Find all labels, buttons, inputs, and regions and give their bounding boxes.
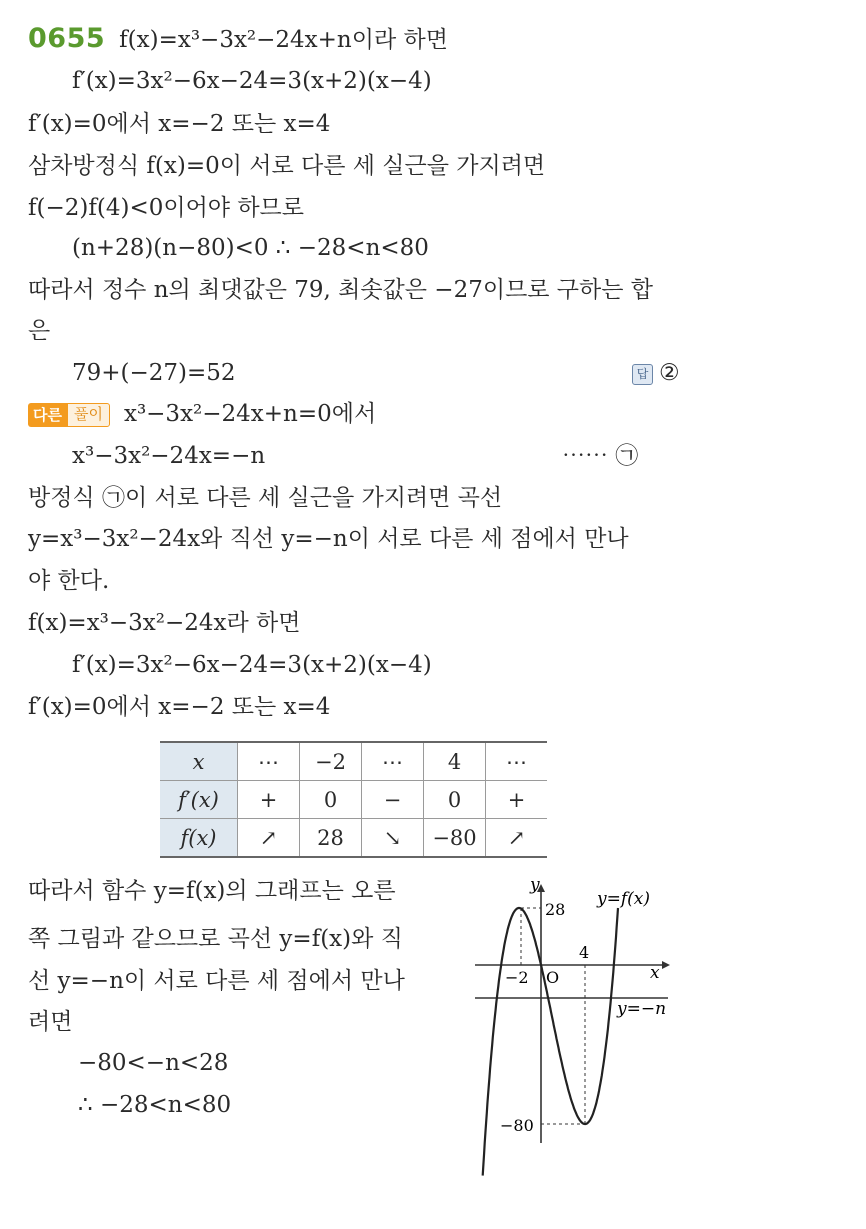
table-cell: 0 (424, 781, 486, 819)
text: x³−3x²−24x=−n (72, 443, 266, 469)
tag-label: 다른 (28, 403, 67, 427)
text: 삼차방정식 f(x)=0이 서로 다른 세 실근을 가지려면 (28, 153, 546, 179)
text: 은 (28, 318, 51, 344)
curve-label: y=f(x) (597, 889, 650, 909)
line-label: y=−n (617, 999, 667, 1019)
text: −80<−n<28 (78, 1050, 229, 1076)
max-value-label: 28 (545, 900, 566, 919)
text: f′(x)=3x²−6x−24=3(x+2)(x−4) (72, 652, 432, 678)
problem-number: 0655 (28, 23, 106, 54)
text: 야 한다. (28, 568, 110, 594)
tag-label: 풀이 (67, 403, 110, 427)
table-cell: 28 (300, 819, 362, 858)
text: f′(x)=0에서 x=−2 또는 x=4 (28, 111, 331, 137)
text: ⋯⋯ ㉠ (562, 443, 639, 469)
min-value-label: −80 (500, 1116, 534, 1135)
table-cell: − (362, 781, 424, 819)
table-cell: ↘ (362, 819, 424, 858)
answer-badge: 답 (632, 364, 653, 385)
text: f(x)=x³−3x²−24x+n이라 하면 (119, 27, 448, 53)
table-header-cell: x (160, 742, 238, 781)
text: 려면 (28, 1009, 73, 1035)
text: 따라서 함수 y=f(x)의 그래프는 오른 (28, 878, 396, 904)
x-axis-label: x (650, 963, 660, 983)
table-cell: ⋯ (486, 742, 548, 781)
table-cell: ⋯ (238, 742, 300, 781)
text: f(−2)f(4)<0이어야 하므로 (28, 195, 304, 221)
table-cell: 0 (300, 781, 362, 819)
table-cell: + (486, 781, 548, 819)
text: (n+28)(n−80)<0 ∴ −28<n<80 (72, 235, 429, 261)
text: f′(x)=3x²−6x−24=3(x+2)(x−4) (72, 68, 432, 94)
text: 방정식 ㉠이 서로 다른 세 실근을 가지려면 곡선 (28, 485, 503, 511)
text: 선 y=−n이 서로 다른 세 점에서 만나 (28, 968, 405, 994)
table-cell: ↗ (238, 819, 300, 858)
table-cell: −80 (424, 819, 486, 858)
text: 79+(−27)=52 (72, 360, 236, 386)
text: 따라서 정수 n의 최댓값은 79, 최솟값은 −27이므로 구하는 합 (28, 277, 653, 303)
text: f(x)=x³−3x²−24x라 하면 (28, 610, 301, 636)
answer-value: ② (659, 360, 680, 386)
neg2-label: −2 (505, 968, 529, 987)
table-header-cell: f(x) (160, 819, 238, 858)
origin-label: O (546, 968, 560, 987)
four-label: 4 (579, 943, 590, 962)
x-axis-arrow (662, 961, 670, 969)
text: y=x³−3x²−24x와 직선 y=−n이 서로 다른 세 점에서 만나 (28, 526, 629, 552)
table-cell: ↗ (486, 819, 548, 858)
text: x³−3x²−24x+n=0에서 (123, 401, 377, 427)
table-cell: 4 (424, 742, 486, 781)
table-cell: + (238, 781, 300, 819)
table-cell: −2 (300, 742, 362, 781)
table-cell: ⋯ (362, 742, 424, 781)
y-axis-label: y (530, 875, 540, 895)
table-header-cell: f′(x) (160, 781, 238, 819)
text: 쪽 그림과 같으므로 곡선 y=f(x)와 직 (28, 926, 403, 952)
text: ∴ −28<n<80 (78, 1092, 232, 1118)
text: f′(x)=0에서 x=−2 또는 x=4 (28, 694, 331, 720)
cubic-curve (483, 908, 618, 1176)
